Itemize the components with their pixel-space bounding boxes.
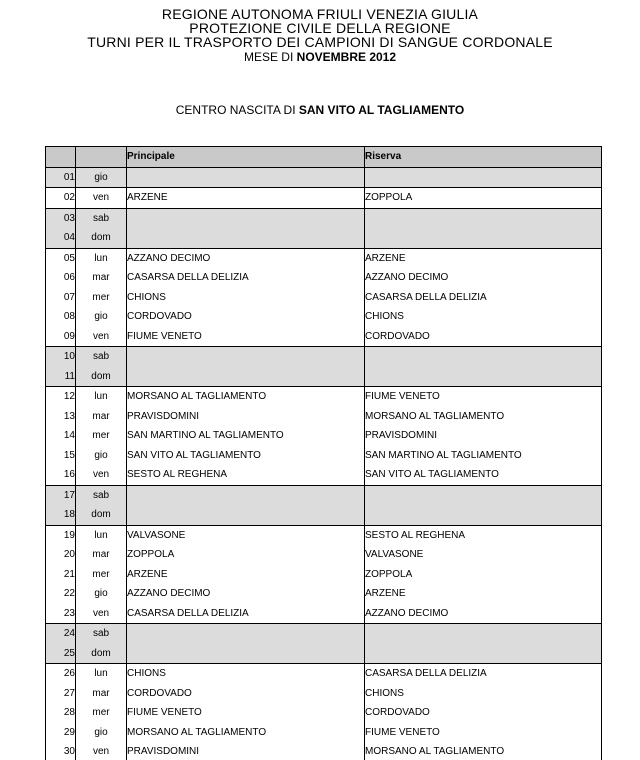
day-number-cell: 12 [63, 391, 75, 403]
day-name-cell: mer [76, 288, 127, 308]
principale-cell: ZOPPOLA [127, 545, 365, 565]
day-number-cell: 23 [63, 607, 75, 619]
day-name-cell: mer [76, 703, 127, 723]
day-name-cell: mar [76, 545, 127, 565]
table-row [46, 347, 602, 367]
day-name-cell: mar [76, 268, 127, 288]
day-name-cell: ven [76, 188, 127, 209]
birth-center-value: SAN VITO AL TAGLIAMENTO [298, 103, 465, 117]
day-number-cell: 25 [63, 647, 75, 659]
day-name-cell: lun [76, 525, 127, 545]
table-row [46, 446, 602, 466]
principale-cell: CHIONS [127, 288, 365, 308]
riserva-cell: ARZENE [365, 584, 602, 604]
day-name-header-cell [76, 147, 127, 168]
riserva-cell: PRAVISDOMINI [365, 426, 602, 446]
riserva-cell: CASARSA DELLA DELIZIA [365, 664, 602, 684]
day-name-cell: ven [76, 604, 127, 624]
riserva-cell: ARZENE [365, 248, 602, 268]
day-number-cell: 17 [63, 489, 75, 501]
table-row [46, 604, 602, 624]
table-row [46, 525, 602, 545]
col-header-riserva: Riserva [365, 147, 602, 168]
title-department: PROTEZIONE CIVILE DELLA REGIONE [189, 20, 451, 36]
principale-cell: FIUME VENETO [127, 327, 365, 347]
table-row [46, 268, 602, 288]
riserva-cell [365, 367, 602, 387]
principale-cell [127, 485, 365, 505]
riserva-cell [365, 485, 602, 505]
table-row [46, 644, 602, 664]
day-name-cell: lun [76, 248, 127, 268]
principale-cell: PRAVISDOMINI [127, 742, 365, 760]
day-number-cell: 18 [63, 509, 75, 521]
table-row [46, 664, 602, 684]
principale-cell [127, 167, 365, 188]
riserva-cell: ZOPPOLA [365, 565, 602, 585]
table-row [46, 188, 602, 209]
principale-cell: MORSANO AL TAGLIAMENTO [127, 723, 365, 743]
day-name-cell: sab [76, 347, 127, 367]
day-name-cell: gio [76, 723, 127, 743]
day-number-cell: 20 [63, 549, 75, 561]
riserva-cell: CORDOVADO [365, 703, 602, 723]
day-name-cell: mer [76, 426, 127, 446]
principale-cell: ARZENE [127, 188, 365, 209]
day-name-cell: sab [76, 624, 127, 644]
day-name-cell: sab [76, 485, 127, 505]
day-name-cell: gio [76, 446, 127, 466]
document-header [0, 7, 640, 65]
principale-cell [127, 208, 365, 228]
day-name-cell: mer [76, 565, 127, 585]
table-row [46, 288, 602, 308]
principale-cell: AZZANO DECIMO [127, 248, 365, 268]
table-row [46, 565, 602, 585]
table-row [46, 584, 602, 604]
day-number-cell: 10 [63, 351, 75, 363]
col-header-principale: Principale [127, 147, 365, 168]
day-number-cell: 04 [63, 232, 75, 244]
birth-center-label: CENTRO NASCITA DI [175, 103, 296, 117]
day-number-cell: 01 [63, 171, 75, 183]
day-name-cell: dom [76, 228, 127, 248]
riserva-cell [365, 208, 602, 228]
principale-cell: SESTO AL REGHENA [127, 465, 365, 485]
day-name-cell: ven [76, 327, 127, 347]
day-number-cell: 14 [63, 430, 75, 442]
day-number-cell: 29 [63, 726, 75, 738]
riserva-cell [365, 228, 602, 248]
principale-cell: VALVASONE [127, 525, 365, 545]
birth-center-line [0, 103, 640, 117]
table-row [46, 167, 602, 188]
day-number-cell: 28 [63, 707, 75, 719]
principale-cell: AZZANO DECIMO [127, 584, 365, 604]
table-row [46, 742, 602, 760]
principale-cell: CORDOVADO [127, 307, 365, 327]
day-number-cell: 05 [63, 252, 75, 264]
riserva-cell: VALVASONE [365, 545, 602, 565]
table-row [46, 426, 602, 446]
day-name-cell: sab [76, 208, 127, 228]
riserva-cell: AZZANO DECIMO [365, 604, 602, 624]
day-number-cell: 08 [63, 311, 75, 323]
month-label: MESE DI [243, 50, 294, 64]
table-row [46, 545, 602, 565]
table-row [46, 684, 602, 704]
riserva-cell: FIUME VENETO [365, 723, 602, 743]
principale-cell: SAN VITO AL TAGLIAMENTO [127, 446, 365, 466]
month-line [0, 50, 640, 65]
day-name-cell: gio [76, 584, 127, 604]
principale-cell [127, 644, 365, 664]
day-number-cell: 13 [63, 410, 75, 422]
day-number-cell: 02 [63, 192, 75, 204]
table-row [46, 208, 602, 228]
table-row [46, 248, 602, 268]
table-row [46, 723, 602, 743]
day-number-cell: 26 [63, 668, 75, 680]
principale-cell: PRAVISDOMINI [127, 407, 365, 427]
day-number-cell: 06 [63, 272, 75, 284]
table-row [46, 505, 602, 525]
riserva-cell: CHIONS [365, 684, 602, 704]
principale-cell [127, 505, 365, 525]
day-name-cell: dom [76, 644, 127, 664]
day-number-cell: 19 [63, 529, 75, 541]
day-number-cell: 30 [63, 746, 75, 758]
table-row [46, 307, 602, 327]
riserva-cell: SAN MARTINO AL TAGLIAMENTO [365, 446, 602, 466]
riserva-cell: SESTO AL REGHENA [365, 525, 602, 545]
day-name-cell: dom [76, 505, 127, 525]
principale-cell: MORSANO AL TAGLIAMENTO [127, 387, 365, 407]
day-number-header-cell [46, 147, 76, 168]
principale-cell: CASARSA DELLA DELIZIA [127, 268, 365, 288]
principale-cell [127, 228, 365, 248]
principale-cell: CORDOVADO [127, 684, 365, 704]
day-number-cell: 22 [63, 588, 75, 600]
principale-cell [127, 624, 365, 644]
day-number-cell: 09 [63, 330, 75, 342]
riserva-cell [365, 167, 602, 188]
riserva-cell: CHIONS [365, 307, 602, 327]
riserva-cell [365, 624, 602, 644]
day-name-cell: ven [76, 465, 127, 485]
table-header-row [46, 147, 602, 168]
day-number-cell: 21 [63, 568, 75, 580]
day-name-cell: lun [76, 387, 127, 407]
principale-cell [127, 367, 365, 387]
day-name-cell: gio [76, 167, 127, 188]
table-row [46, 327, 602, 347]
day-number-cell: 16 [63, 469, 75, 481]
riserva-cell [365, 505, 602, 525]
riserva-cell: MORSANO AL TAGLIAMENTO [365, 742, 602, 760]
title-region: REGIONE AUTONOMA FRIULI VENEZIA GIULIA [161, 6, 479, 22]
day-number-cell: 03 [63, 212, 75, 224]
day-name-cell: mar [76, 407, 127, 427]
day-name-cell: lun [76, 664, 127, 684]
riserva-cell: MORSANO AL TAGLIAMENTO [365, 407, 602, 427]
day-number-cell: 07 [63, 291, 75, 303]
day-number-cell: 11 [64, 370, 75, 382]
shift-schedule-table [45, 146, 602, 760]
principale-cell: CASARSA DELLA DELIZIA [127, 604, 365, 624]
riserva-cell: FIUME VENETO [365, 387, 602, 407]
table-row [46, 407, 602, 427]
day-number-cell: 27 [63, 687, 75, 699]
table-row [46, 387, 602, 407]
principale-cell: FIUME VENETO [127, 703, 365, 723]
table-row [46, 624, 602, 644]
principale-cell: ARZENE [127, 565, 365, 585]
day-name-cell: mar [76, 684, 127, 704]
table-row [46, 228, 602, 248]
month-value: NOVEMBRE 2012 [296, 50, 397, 64]
riserva-cell: ZOPPOLA [365, 188, 602, 209]
principale-cell: SAN MARTINO AL TAGLIAMENTO [127, 426, 365, 446]
riserva-cell [365, 644, 602, 664]
table-row [46, 485, 602, 505]
riserva-cell: AZZANO DECIMO [365, 268, 602, 288]
day-number-cell: 15 [63, 449, 75, 461]
day-number-cell: 24 [63, 628, 75, 640]
riserva-cell: CASARSA DELLA DELIZIA [365, 288, 602, 308]
riserva-cell: CORDOVADO [365, 327, 602, 347]
table-row [46, 703, 602, 723]
principale-cell: CHIONS [127, 664, 365, 684]
day-name-cell: ven [76, 742, 127, 760]
principale-cell [127, 347, 365, 367]
riserva-cell [365, 347, 602, 367]
day-name-cell: gio [76, 307, 127, 327]
riserva-cell: SAN VITO AL TAGLIAMENTO [365, 465, 602, 485]
table-row [46, 465, 602, 485]
day-name-cell: dom [76, 367, 127, 387]
title-subject: TURNI PER IL TRASPORTO DEI CAMPIONI DI SANGUE CORDONALE [87, 34, 553, 50]
table-row [46, 367, 602, 387]
